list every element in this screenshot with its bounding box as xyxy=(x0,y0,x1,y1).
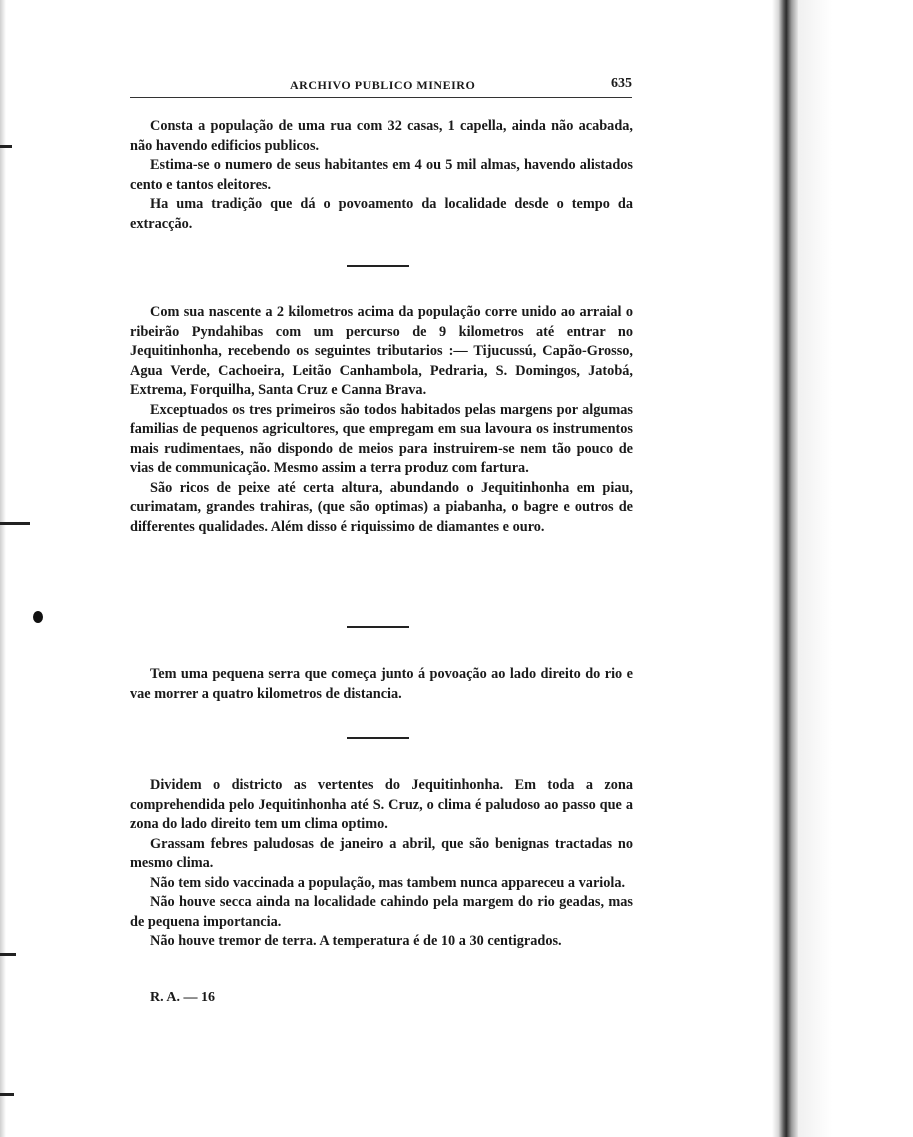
paragraph: Com sua nascente a 2 kilometros acima da população corre unido ao arraial o ribeirão Pyndahibas com um percurso de 9 kilometros até entrar no Jequitinhonha, recebendo os seguintes tributarios :— Tijucussú, Capão-Grosso, Agua Verde, Cachoeira, Leitão Canhambola, Pedraria, S. Domingos, Jatobá, Extrema, Forquilha, Santa Cruz e Canna Brava. xyxy=(130,304,633,398)
paragraph: Não tem sido vaccinada a população, mas tambem nunca appareceu a variola. xyxy=(150,874,626,891)
running-header xyxy=(130,76,632,98)
scan-mark xyxy=(0,953,16,956)
book-binding xyxy=(772,0,798,1137)
section-mountains xyxy=(130,665,633,704)
scan-mark xyxy=(0,1093,14,1096)
header-rule xyxy=(130,97,632,98)
paragraph: Ha uma tradição que dá o povoamento da localidade desde o tempo da extracção. xyxy=(130,196,633,232)
paragraph: Tem uma pequena serra que começa junto á povoação ao lado direito do rio e vae morrer a quatro kilometros de distancia. xyxy=(130,666,633,702)
paragraph: Exceptuados os tres primeiros são todos habitados pelas margens por algumas familias de pequenos agricultores, que empregam em sua lavoura os instrumentos mais rudimentaes, não dispondo de meios para instruirem-se nem tão pouco de vias de communicação. Mesmo assim a terra produz com fartura. xyxy=(130,401,633,476)
paragraph: Grassam febres paludosas de janeiro a abril, que são benignas tractadas no mesmo clima. xyxy=(130,835,633,871)
header-title: ARCHIVO PUBLICO MINEIRO xyxy=(290,78,476,92)
section-separator xyxy=(347,737,409,739)
scan-mark xyxy=(0,522,30,525)
page-left-edge xyxy=(0,0,6,1137)
signature-mark: R. A. — 16 xyxy=(150,990,215,1005)
page-number: 635 xyxy=(611,76,632,91)
section-climate xyxy=(130,776,633,952)
section-rivers xyxy=(130,303,633,537)
book-outer-edge xyxy=(798,0,913,1137)
ink-blot xyxy=(33,611,43,623)
section-separator xyxy=(347,626,409,628)
paragraph: Não houve tremor de terra. A temperatura é de 10 a 30 centigrados. xyxy=(150,933,562,949)
paragraph: Não houve secca ainda na localidade cahindo pela margem do rio geadas, mas de pequena importancia. xyxy=(130,894,633,930)
paragraph: Consta a população de uma rua com 32 casas, 1 capella, ainda não acabada, não havendo edificios publicos. xyxy=(130,118,633,154)
section-population xyxy=(130,117,633,234)
paragraph: Dividem o districto as vertentes do Jequitinhonha. Em toda a zona comprehendida pelo Jequitinhonha até S. Cruz, o clima é paludoso ao passo que a zona do lado direito tem um clima optimo. xyxy=(130,777,633,832)
section-separator xyxy=(347,265,409,267)
paragraph: São ricos de peixe até certa altura, abundando o Jequitinhonha em piau, curimatam, grandes trahiras, (que são optimas) a piabanha, o bagre e outros de differentes qualidades. Além disso é riquissimo de diamantes e ouro. xyxy=(130,479,633,535)
paragraph: Estima-se o numero de seus habitantes em 4 ou 5 mil almas, havendo alistados cento e tantos eleitores. xyxy=(130,157,633,193)
scan-mark xyxy=(0,145,12,148)
